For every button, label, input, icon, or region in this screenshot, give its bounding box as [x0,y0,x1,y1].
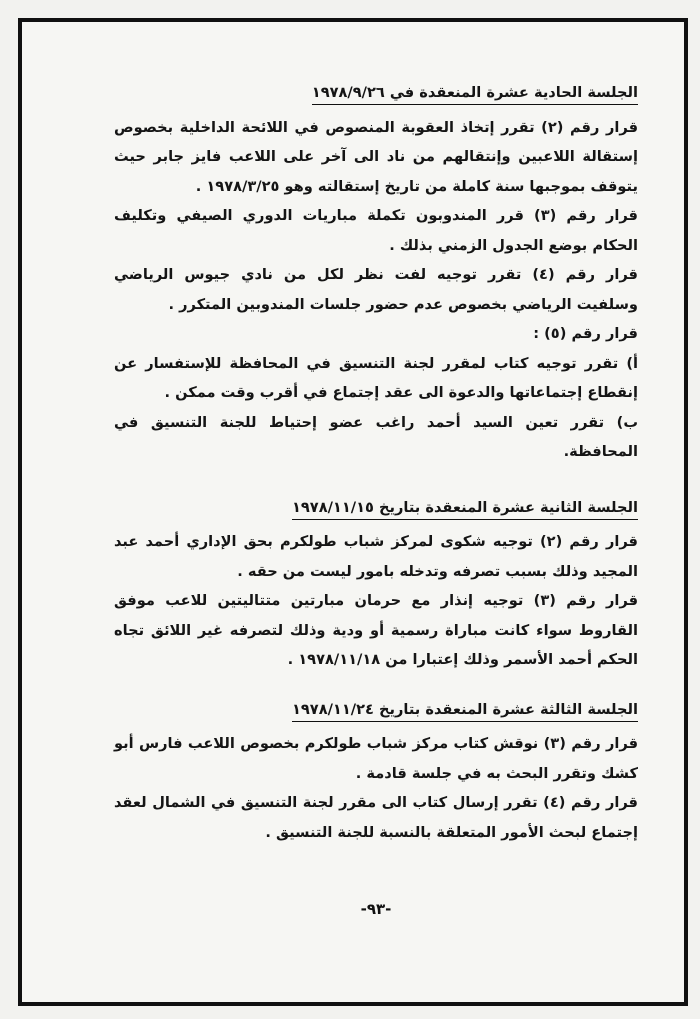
subitem-a: أ) تقرر توجيه كتاب لمقرر لجنة التنسيق في المحافظة للإستفسار عن إنقطاع إجتماعاتها والدعوة الى عقد إجتماع في أقرب وقت ممكن . [114,354,638,401]
decision-paragraph: قرار رقم (٤) تقرر توجيه لفت نظر لكل من نادي جيوس الرياضي وسلفيت الرياضي بخصوص عدم حضور جلسات المندوبين المتكرر . [114,266,638,313]
subitem-b: ب) تقرر تعين السيد أحمد راغب عضو إحتياط للجنة التنسيق في المحافظة. [114,413,638,460]
document-page [114,76,638,946]
decision-paragraph: قرار رقم (٢) توجيه شكوى لمركز شباب طولكرم بحق الإداري أحمد عبد المجيد وذلك بسبب تصرفه وتدخله بامور ليست من حقه . [114,533,638,580]
session-heading: الجلسة الثالثة عشرة المنعقدة بتاريخ ١٩٧٨/١١/٢٤ [292,699,638,722]
document-body [114,78,638,847]
decision-paragraph: قرار رقم (٣) قرر المندوبون تكملة مباريات الدوري الصيفي وتكليف الحكام بوضع الجدول الزمني بذلك . [114,207,638,254]
session-11 [114,78,638,467]
decision-subitems [114,349,638,467]
session-13 [114,695,638,848]
decision-paragraph: قرار رقم (٢) تقرر إتخاذ العقوبة المنصوص في اللائحة الداخلية بخصوص إستقالة اللاعبين وإنتقالهم من ناد الى آخر على اللاعب فايز جابر حيث يتوقف بموجبها سنة كاملة من تاريخ إستقالته وهو ١٩٧٨/٣/٢٥ . [114,118,638,195]
decision-paragraph: قرار رقم (٥) : [533,325,638,342]
decision-paragraph: قرار رقم (٣) توجيه إنذار مع حرمان مبارتين متتاليتين للاعب موفق القاروط سواء كانت مباراة رسمية أو ودية وذلك لتصرفه غير اللائق تجاه الحكم أحمد الأسمر وذلك إعتبارا من ١٩٧٨/١١/١٨ . [114,592,639,668]
session-heading: الجلسة الحادية عشرة المنعقدة في ١٩٧٨/٩/٢٦ [312,82,638,105]
page-frame [18,18,688,1006]
decision-paragraph: قرار رقم (٤) تقرر إرسال كتاب الى مقرر لجنة التنسيق في الشمال لعقد إجتماع لبحث الأمور المتعلقة بالنسبة للجنة التنسيق . [114,794,638,841]
page-number: -٩٣- [360,900,392,918]
session-heading: الجلسة الثانية عشرة المنعقدة بتاريخ ١٩٧٨/١١/١٥ [292,497,638,520]
session-12 [114,493,638,675]
decision-paragraph: قرار رقم (٣) نوقش كتاب مركز شباب طولكرم بخصوص اللاعب فارس أبو كشك وتقرر البحث به في جلسة قادمة . [114,735,638,782]
